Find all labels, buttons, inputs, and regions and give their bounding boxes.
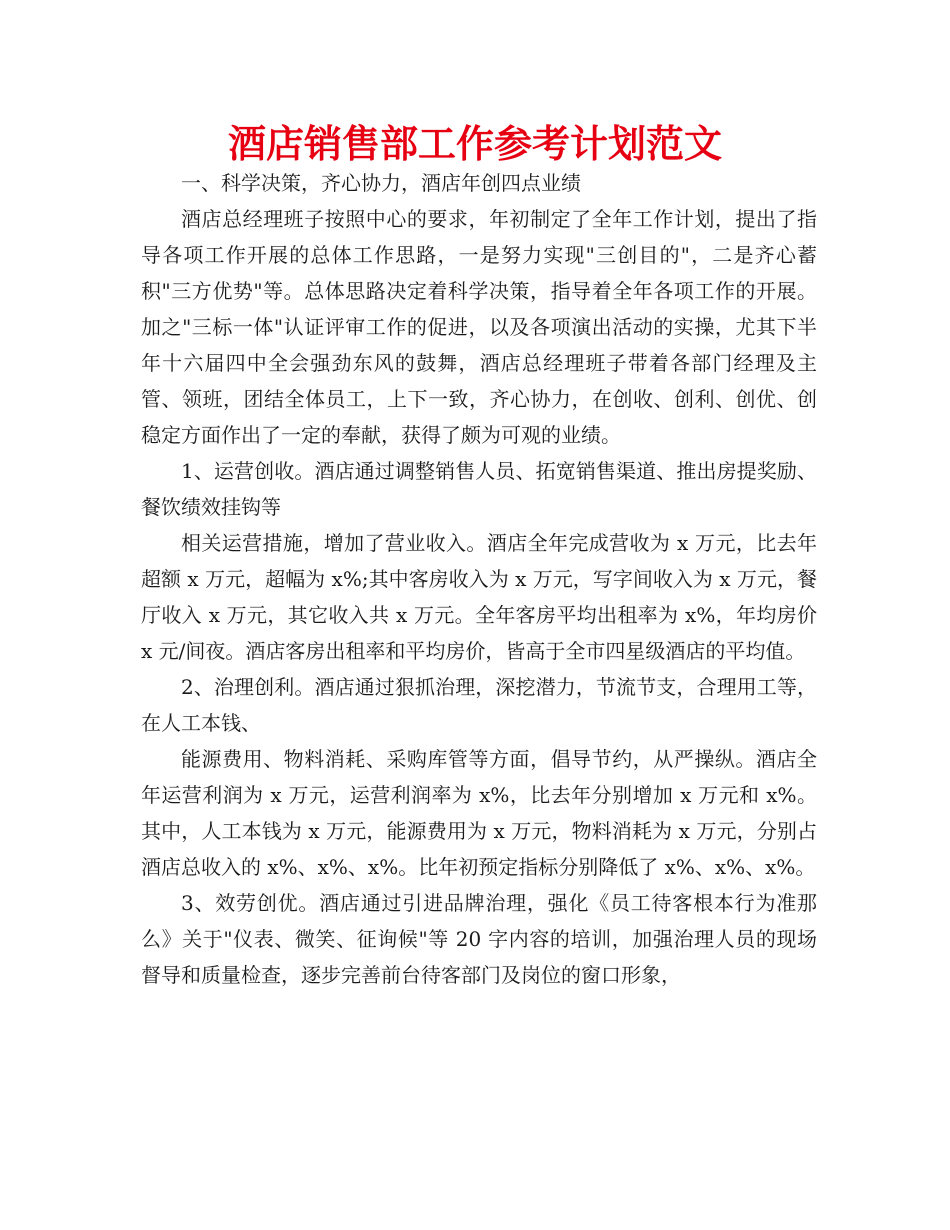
section-heading: 一、科学决策，齐心协力，酒店年创四点业绩: [181, 171, 581, 195]
document-body: [141, 165, 817, 993]
list-item-heading: 2、治理创利。酒店通过狠抓治理，深挖潜力，节流节支，合理用工等，在人工本钱、: [141, 675, 817, 735]
body-paragraph: 酒店总经理班子按照中心的要求，年初制定了全年工作计划，提出了指导各项工作开展的总体工作思路，一是努力实现"三创目的"，二是齐心蓄积"三方优势"等。总体思路决定着科学决策，指导着全年各项工作的开展。加之"三标一体"认证评审工作的促进，以及各项演出活动的实操，尤其下半年十六届四中全会强劲东风的鼓舞，酒店总经理班子带着各部门经理及主管、领班，团结全体员工，上下一致，齐心协力，在创收、创利、创优、创稳定方面作出了一定的奉献，获得了颇为可观的业绩。: [141, 207, 817, 447]
body-paragraph: 能源费用、物料消耗、采购库管等方面，倡导节约，从严操纵。酒店全年运营利润为 x 万元，运营利润率为 x%，比去年分别增加 x 万元和 x%。其中，人工本钱为 x 万元，能源费用为 x 万元，物料消耗为 x 万元，分别占酒店总收入的 x%、x%、x%。比年初预定指标分别降低了 x%、x%、x%。: [141, 747, 817, 879]
document-title: 酒店销售部工作参考计划范文: [227, 122, 722, 166]
body-paragraph: 相关运营措施，增加了营业收入。酒店全年完成营收为 x 万元，比去年超额 x 万元，超幅为 x%;其中客房收入为 x 万元，写字间收入为 x 万元，餐厅收入 x 万元，其它收入共 x 万元。全年客房平均出租率为 x%，年均房价 x 元/间夜。酒店客房出租率和平均房价，皆高于全市四星级酒店的平均值。: [141, 531, 817, 663]
list-item-heading: 1、运营创收。酒店通过调整销售人员、拓宽销售渠道、推出房提奖励、餐饮绩效挂钩等: [141, 459, 817, 519]
list-item-heading: 3、效劳创优。酒店通过引进品牌治理，强化《员工待客根本行为准那么》关于"仪表、微笑、征询候"等 20 字内容的培训，加强治理人员的现场督导和质量检查，逐步完善前台待客部门及岗位的窗口形象，: [141, 891, 817, 987]
